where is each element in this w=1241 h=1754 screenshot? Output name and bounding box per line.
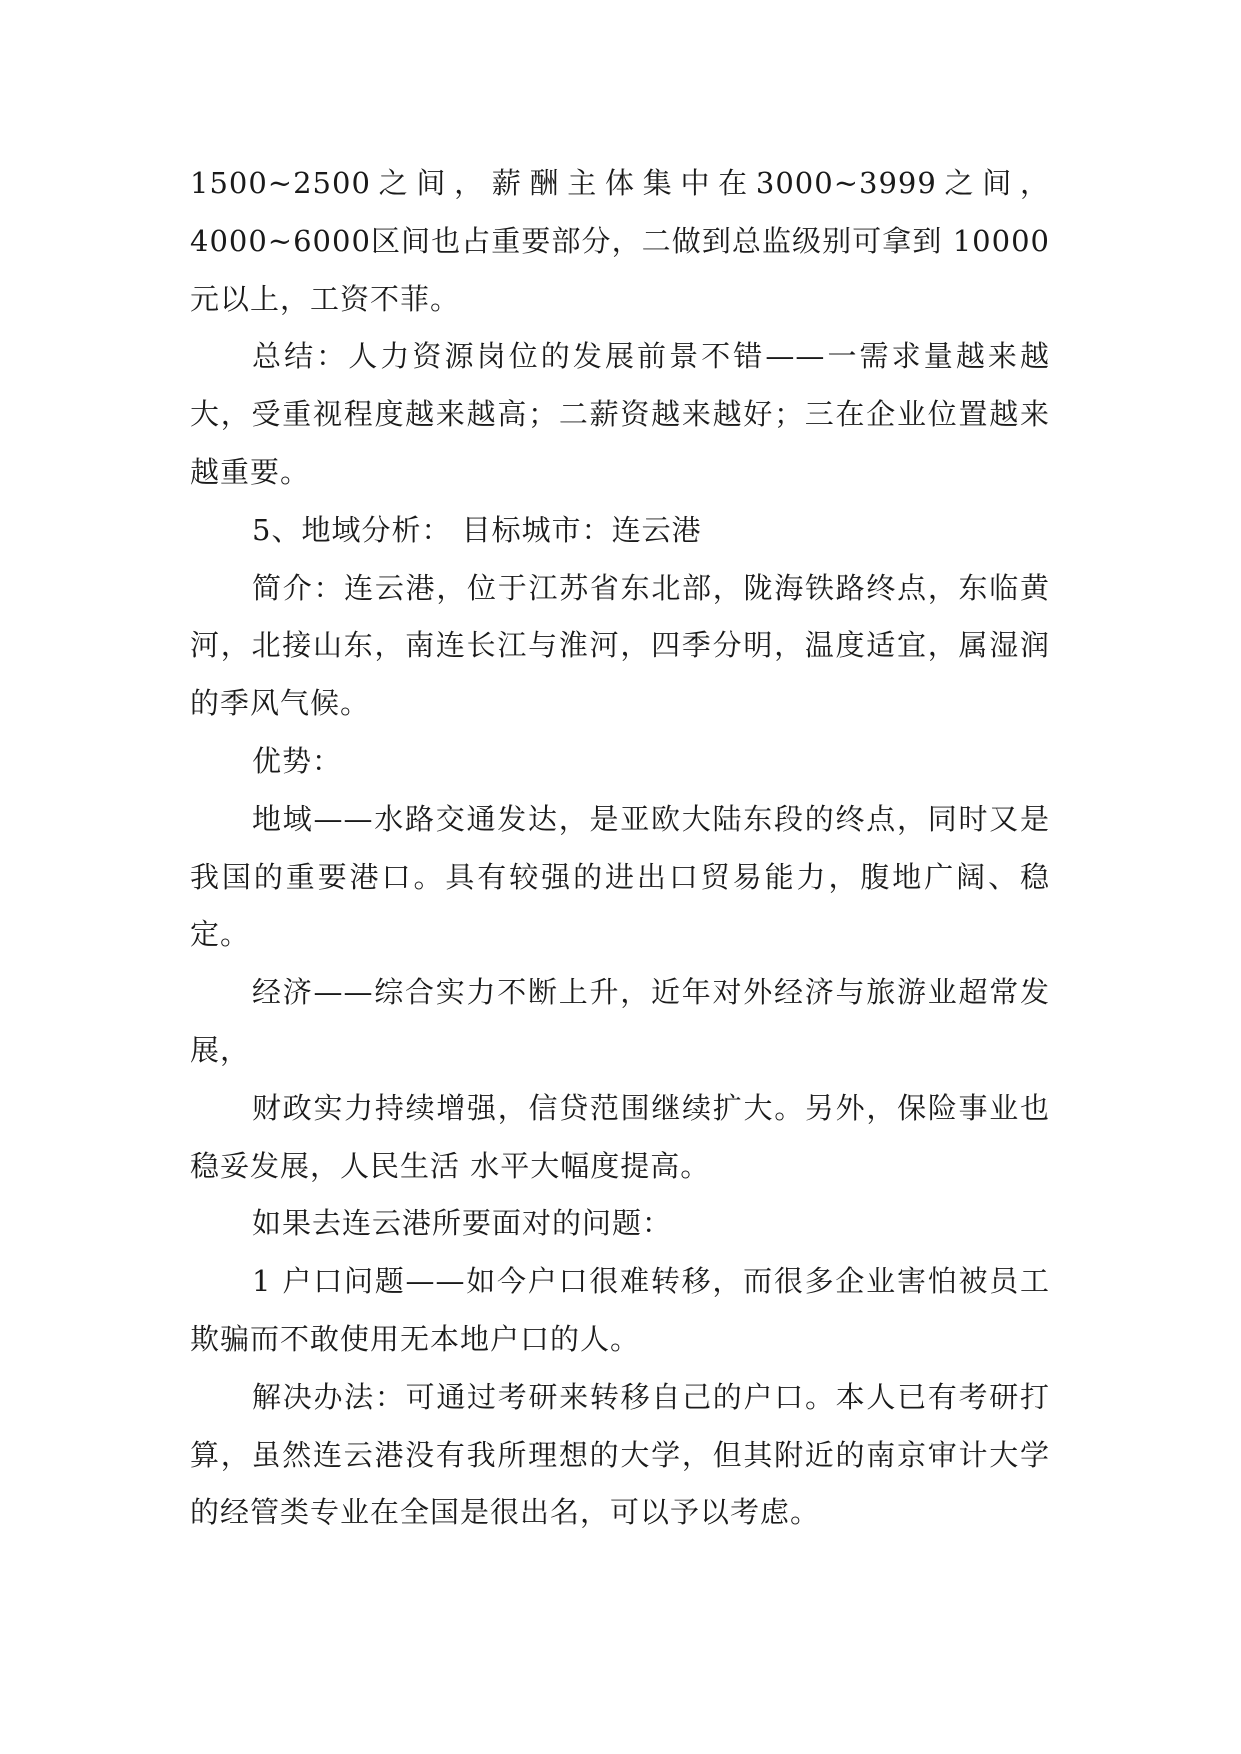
document-body	[190, 155, 1050, 1542]
paragraph-solution: 解决办法：可通过考研来转移自己的户口。本人已有考研打算，虽然连云港没有我所理想的大学，但其附近的南京审计大学的经管类专业在全国是很出名，可以予以考虑。	[190, 1379, 1050, 1530]
paragraph-household-problem: 1 户口问题——如今户口很难转移，而很多企业害怕被员工欺骗而不敢使用无本地户口的人。	[190, 1264, 1050, 1356]
paragraph-geography-advantage: 地域——水路交通发达，是亚欧大陆东段的终点，同时又是我国的重要港口。具有较强的进出口贸易能力，腹地广阔、稳定。	[190, 801, 1050, 952]
paragraph-city-introduction: 简介：连云港，位于江苏省东北部，陇海铁路终点，东临黄河，北接山东，南连长江与淮河，四季分明，温度适宜，属湿润的季风气候。	[190, 570, 1050, 721]
paragraph-problems-heading: 如果去连云港所要面对的问题：	[252, 1206, 673, 1241]
paragraph-finance-advantage: 财政实力持续增强，信贷范围继续扩大。另外，保险事业也稳妥发展，人民生活 水平大幅度提高。	[190, 1090, 1050, 1183]
paragraph-advantages-heading: 优势：	[252, 743, 343, 778]
paragraph-region-analysis-heading: 5、地域分析： 目标城市：连云港	[252, 512, 702, 547]
paragraph-economy-advantage: 经济——综合实力不断上升，近年对外经济与旅游业超常发展，	[190, 975, 1050, 1067]
paragraph-salary-range: 1500~2500之间，薪酬主体集中在3000~3999之间，4000~6000区间也占重要部分，二做到总监级别可拿到 10000 元以上，工资不菲。	[190, 166, 1050, 316]
paragraph-summary: 总结：人力资源岗位的发展前景不错——一需求量越来越大，受重视程度越来越高；二薪资越来越好；三在企业位置越来越重要。	[190, 339, 1050, 489]
